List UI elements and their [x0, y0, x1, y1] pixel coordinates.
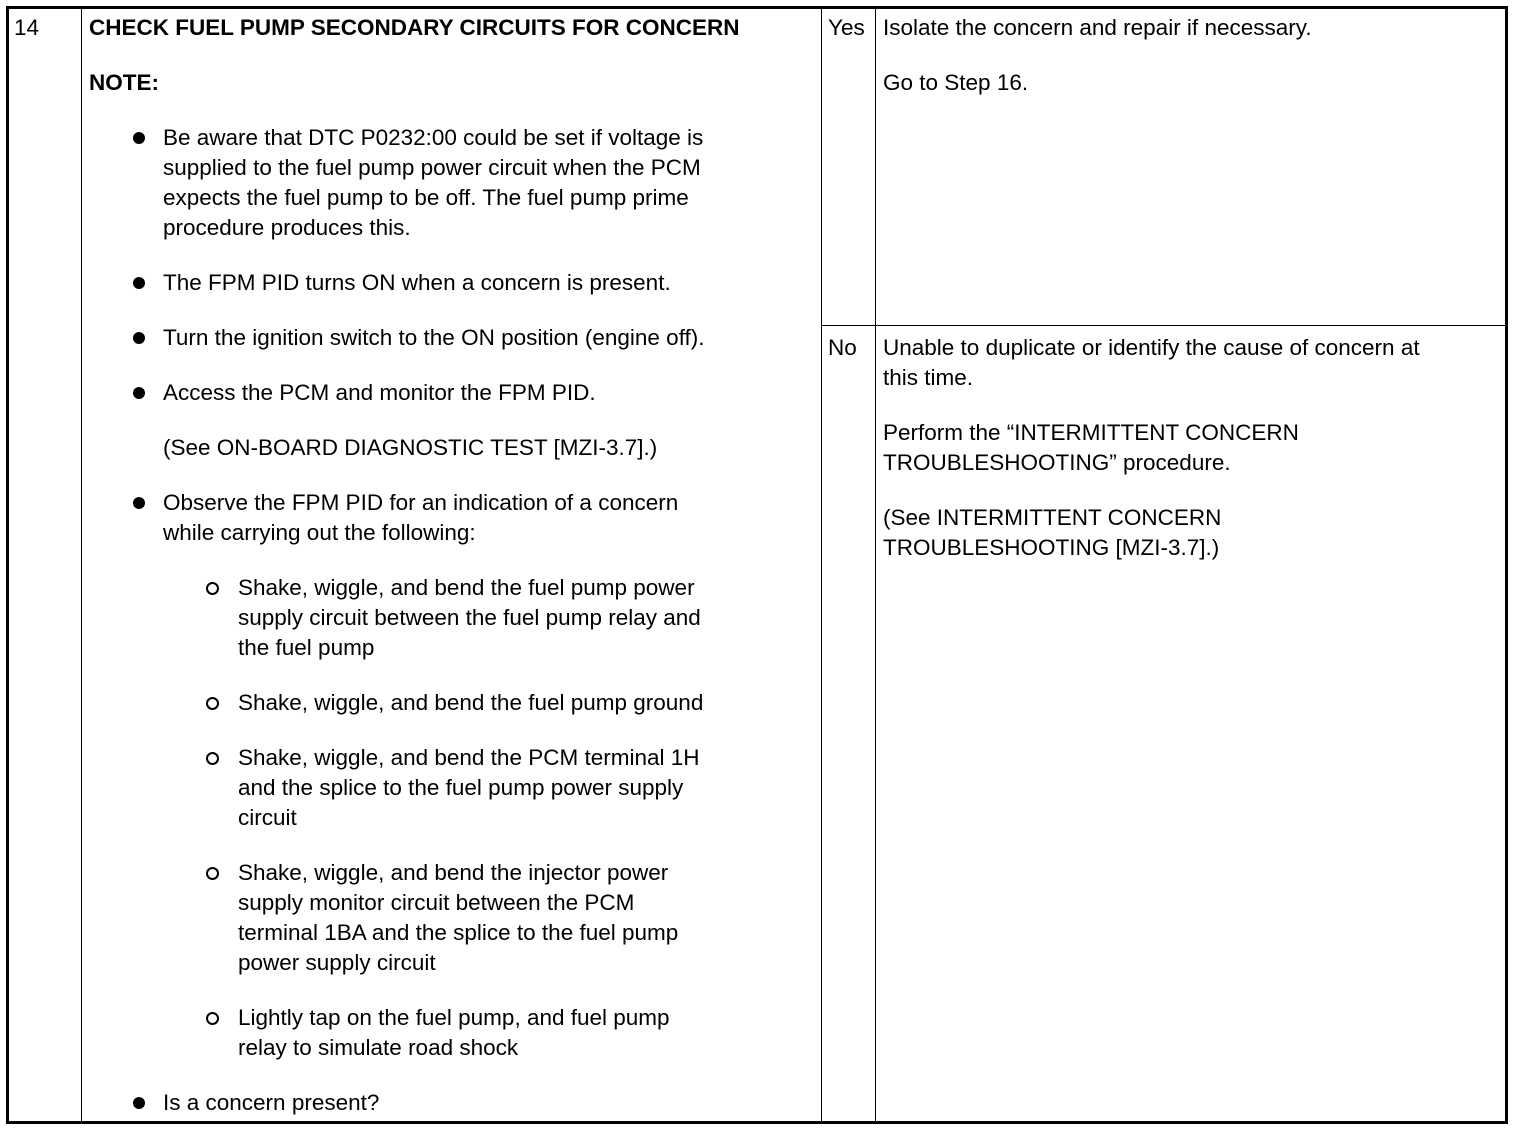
- no-text-line: this time.: [883, 365, 974, 390]
- sub-item-line: supply monitor circuit between the PCM: [238, 890, 635, 915]
- bullet-line: Observe the FPM PID for an indication of a concern: [163, 490, 679, 515]
- bullet-icon: [133, 132, 145, 144]
- step-title: CHECK FUEL PUMP SECONDARY CIRCUITS FOR CONCERN: [89, 15, 740, 40]
- sub-item-line: and the splice to the fuel pump power supply: [238, 775, 684, 800]
- bullet-icon: [133, 497, 145, 509]
- column-divider-step: [81, 6, 82, 1124]
- step-number: 14: [14, 15, 40, 40]
- bullet-icon: [133, 277, 145, 289]
- sub-item-line: supply circuit between the fuel pump relay and: [238, 605, 701, 630]
- bullet-line: expects the fuel pump to be off. The fuel pump prime: [163, 185, 689, 210]
- sub-item-line: Lightly tap on the fuel pump, and fuel pump: [238, 1005, 670, 1030]
- bullet-line: procedure produces this.: [163, 215, 411, 240]
- sub-item-line: Shake, wiggle, and bend the fuel pump ground: [238, 690, 704, 715]
- yes-label: Yes: [828, 15, 865, 40]
- no-text-line: Unable to duplicate or identify the cause of concern at: [883, 335, 1420, 360]
- sub-bullet-icon: [206, 752, 219, 765]
- row-divider-yes-no: [821, 325, 1508, 326]
- sub-bullet-icon: [206, 1012, 219, 1025]
- bullet-line: while carrying out the following:: [163, 520, 476, 545]
- table-border-bottom: [6, 1121, 1508, 1124]
- table-border-right: [1505, 6, 1508, 1124]
- bullet-line: supplied to the fuel pump power circuit when the PCM: [163, 155, 701, 180]
- sub-item-line: circuit: [238, 805, 297, 830]
- sub-bullet-icon: [206, 697, 219, 710]
- yes-goto-link[interactable]: Go to Step 16.: [883, 70, 1029, 95]
- bullet-icon: [133, 332, 145, 344]
- sub-item-line: Shake, wiggle, and bend the fuel pump power: [238, 575, 695, 600]
- sub-item-line: terminal 1BA and the splice to the fuel pump: [238, 920, 679, 945]
- bullet-icon: [133, 387, 145, 399]
- column-divider-content: [821, 6, 822, 1124]
- sub-item-line: power supply circuit: [238, 950, 436, 975]
- bullet-line: Is a concern present?: [163, 1090, 380, 1115]
- bullet-line: Turn the ignition switch to the ON position (engine off).: [163, 325, 705, 350]
- bullet-line: Be aware that DTC P0232:00 could be set if voltage is: [163, 125, 704, 150]
- sub-bullet-icon: [206, 582, 219, 595]
- note-label: NOTE:: [89, 70, 159, 95]
- sub-item-line: Shake, wiggle, and bend the PCM terminal 1H: [238, 745, 700, 770]
- sub-item-line: the fuel pump: [238, 635, 375, 660]
- bullet-line: Access the PCM and monitor the FPM PID.: [163, 380, 596, 405]
- no-text-line: Perform the “INTERMITTENT CONCERN: [883, 420, 1299, 445]
- bullet-icon: [133, 1097, 145, 1109]
- sub-item-line: Shake, wiggle, and bend the injector power: [238, 860, 669, 885]
- sub-bullet-icon: [206, 867, 219, 880]
- no-reference-line: TROUBLESHOOTING [MZI-3.7].): [883, 535, 1220, 560]
- bullet-reference: (See ON-BOARD DIAGNOSTIC TEST [MZI-3.7].): [163, 435, 658, 460]
- table-border-left: [6, 6, 9, 1124]
- no-label: No: [828, 335, 857, 360]
- yes-action: Isolate the concern and repair if necessary.: [883, 15, 1312, 40]
- no-text-line: TROUBLESHOOTING” procedure.: [883, 450, 1231, 475]
- table-border-top: [6, 6, 1508, 9]
- sub-item-line: relay to simulate road shock: [238, 1035, 519, 1060]
- bullet-line: The FPM PID turns ON when a concern is present.: [163, 270, 671, 295]
- column-divider-answer: [875, 6, 876, 1124]
- no-reference-line: (See INTERMITTENT CONCERN: [883, 505, 1222, 530]
